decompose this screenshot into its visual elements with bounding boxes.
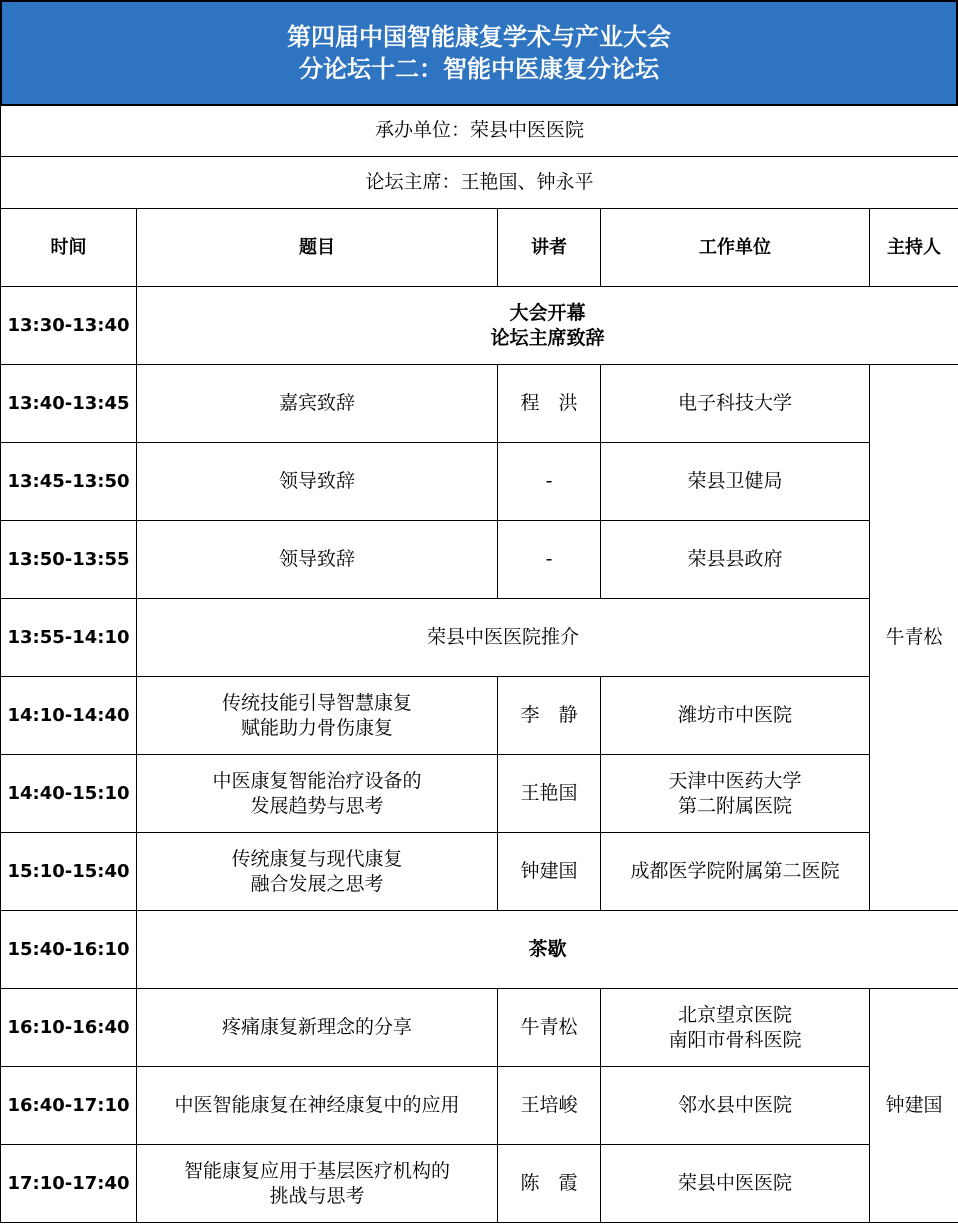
table-row (1, 521, 958, 599)
org-cell (601, 755, 870, 833)
table-row (1, 287, 958, 365)
topic-cell (137, 1067, 498, 1145)
topic-line: 智能康复应用于基层医疗机构的 (183, 1159, 450, 1182)
opening-line: 论坛主席致辞 (490, 326, 605, 349)
org-line: 北京望京医院 (677, 1003, 792, 1026)
agenda-header (0, 0, 958, 106)
column-header-row (1, 209, 958, 287)
col-header-org: 工作单位 (601, 209, 870, 287)
table-row (1, 911, 958, 989)
topic-cell (137, 755, 498, 833)
topic-line: 传统技能引导智慧康复 (221, 691, 412, 714)
topic-cell (137, 521, 498, 599)
table-row (1, 443, 958, 521)
table-row (1, 989, 958, 1067)
conference-title: 第四届中国智能康复学术与产业大会 (287, 23, 671, 51)
org-cell (601, 443, 870, 521)
forum-title: 分论坛十二：智能中医康复分论坛 (299, 55, 659, 83)
topic-line: 中医智能康复在神经康复中的应用 (174, 1094, 460, 1116)
org-cell (601, 521, 870, 599)
speaker-cell: 王培峻 (498, 1067, 601, 1145)
speaker-cell: 程 洪 (498, 365, 601, 443)
topic-line: 发展趋势与思考 (250, 794, 384, 817)
topic-line: 领导致辞 (278, 470, 355, 492)
chair-row: 论坛主席：王艳国、钟永平 (1, 157, 958, 209)
topic-cell (137, 443, 498, 521)
table-row (1, 599, 958, 677)
time-cell: 15:40-16:10 (1, 911, 137, 989)
host-cell: 牛青松 (870, 365, 958, 911)
topic-line: 挑战与思考 (269, 1184, 365, 1207)
host-cell: 钟建国 (870, 989, 958, 1223)
org-line: 天津中医药大学 (668, 769, 802, 792)
topic-line: 领导致辞 (278, 548, 355, 570)
table-row (1, 755, 958, 833)
org-cell (601, 365, 870, 443)
table-row (1, 1067, 958, 1145)
time-cell: 14:40-15:10 (1, 755, 137, 833)
table-row (1, 1145, 958, 1223)
org-line: 荣县中医医院 (677, 1172, 792, 1194)
org-line: 成都医学院附属第二医院 (630, 860, 840, 882)
org-cell (601, 1067, 870, 1145)
org-line: 荣县卫健局 (687, 470, 783, 492)
opening-cell (137, 287, 958, 365)
org-line: 第二附属医院 (677, 794, 792, 817)
opening-line: 大会开幕 (509, 301, 586, 324)
table-row (1, 365, 958, 443)
col-header-topic: 题目 (137, 209, 498, 287)
topic-cell (137, 833, 498, 911)
time-cell: 13:50-13:55 (1, 521, 137, 599)
org-line: 邻水县中医院 (677, 1094, 792, 1116)
org-line: 南阳市骨科医院 (668, 1028, 802, 1051)
speaker-cell: - (498, 521, 601, 599)
org-cell (601, 833, 870, 911)
topic-cell (137, 989, 498, 1067)
speaker-cell: 钟建国 (498, 833, 601, 911)
time-cell: 13:45-13:50 (1, 443, 137, 521)
time-cell: 16:10-16:40 (1, 989, 137, 1067)
col-header-speaker: 讲者 (498, 209, 601, 287)
time-cell: 16:40-17:10 (1, 1067, 137, 1145)
col-header-time: 时间 (1, 209, 137, 287)
org-line: 电子科技大学 (677, 392, 792, 414)
org-cell (601, 1145, 870, 1223)
time-cell: 15:10-15:40 (1, 833, 137, 911)
col-header-host: 主持人 (870, 209, 958, 287)
topic-cell (137, 677, 498, 755)
speaker-cell: 牛青松 (498, 989, 601, 1067)
organizer-row: 承办单位：荣县中医医院 (1, 105, 958, 157)
topic-line: 融合发展之思考 (250, 872, 384, 895)
table-row (1, 677, 958, 755)
time-cell: 17:10-17:40 (1, 1145, 137, 1223)
time-cell: 13:55-14:10 (1, 599, 137, 677)
time-cell: 14:10-14:40 (1, 677, 137, 755)
speaker-cell: - (498, 443, 601, 521)
topic-cell (137, 1145, 498, 1223)
time-cell: 13:30-13:40 (1, 287, 137, 365)
agenda-table (0, 104, 958, 1223)
time-cell: 13:40-13:45 (1, 365, 137, 443)
topic-line: 疼痛康复新理念的分享 (221, 1016, 412, 1038)
topic-line: 嘉宾致辞 (278, 392, 355, 414)
topic-cell (137, 365, 498, 443)
speaker-cell: 陈 霞 (498, 1145, 601, 1223)
speaker-cell: 王艳国 (498, 755, 601, 833)
org-line: 潍坊市中医院 (677, 704, 792, 726)
promotion-cell: 荣县中医医院推介 (137, 599, 870, 677)
topic-line: 中医康复智能治疗设备的 (212, 769, 422, 792)
tea-break-cell: 茶歇 (137, 911, 958, 989)
org-cell (601, 989, 870, 1067)
topic-line: 传统康复与现代康复 (231, 847, 403, 870)
speaker-cell: 李 静 (498, 677, 601, 755)
table-row (1, 833, 958, 911)
org-cell (601, 677, 870, 755)
org-line: 荣县县政府 (687, 548, 783, 570)
topic-line: 赋能助力骨伤康复 (240, 716, 393, 739)
